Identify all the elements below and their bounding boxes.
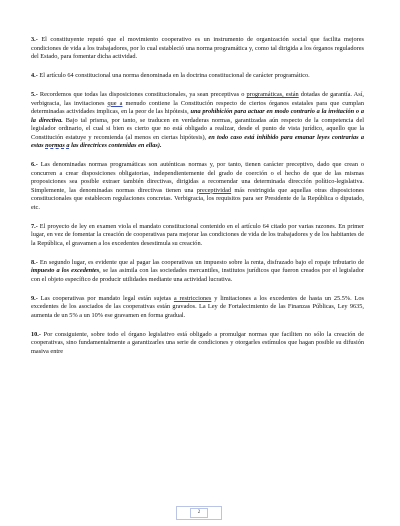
paragraph-number: 4.-	[31, 72, 38, 79]
paragraph-text: Recordemos que todas las disposiciones constitucionales, ya sean preceptivas o	[37, 91, 247, 98]
paragraph	[31, 161, 364, 212]
paragraph-text: a	[66, 142, 70, 149]
paragraph-text: El proyecto de ley en examen viola el mandato constitucional contenido en el artículo 64 citado por varias razones. En primer lugar, en vez de fomentar la creación de cooperativas para mejorar las condiciones de vida de los trabajadores y de los habitantes de la República, el gravamen a los excedentes desestimula su creación.	[31, 222, 364, 247]
paragraph-text: Por consiguiente, sobre todo el órgano legislativo está obligado a promulgar normas que faciliten no sólo la creación de cooperativas, sino fundamentalmente a garantizarles una serie de condiciones y otorgarles estímulos que hagan posible su difusión masiva entre	[31, 330, 364, 355]
paragraph-text: Las denominadas normas programáticas son auténticas normas y, por tanto, tienen carácter preceptivo, dado que crean o concurren a crear disposiciones obligatorias, independientemente del grado de coerción o el hecho de que de las mismas proposiciones sea posible extraer también directivas, dirigidas a recomendar una determinada dirección político-legislativa. Simplemente, las denominadas normas directivas tienen una	[31, 161, 364, 194]
paragraph	[31, 331, 364, 357]
paragraph	[31, 259, 364, 285]
paragraph-number: 9.-	[31, 294, 38, 302]
paragraph-text: a restricciones	[173, 294, 212, 302]
paragraph-number: 10.-	[31, 330, 41, 338]
paragraph-text: una prohibición para actuar en modo contrario a la invitación o a la directiva.	[31, 108, 364, 124]
paragraph-text: normas	[45, 142, 65, 149]
paragraph-number: 6.-	[31, 161, 38, 168]
paragraph-text: preceptividad	[196, 186, 232, 194]
document-body	[31, 36, 364, 356]
paragraph-text: en todo caso está inhibido para emanar leyes contrarias a estas	[31, 133, 364, 149]
page-number: 2	[190, 508, 208, 518]
paragraph-text: dotadas de garantía. Así, verbigracia, las invitaciones	[31, 91, 364, 107]
page-number-box	[176, 506, 222, 520]
paragraph	[31, 91, 364, 151]
paragraph-text: y limitaciones a los excedentes de hasta un 25.5%. Los excedentes de los asociados de las cooperativas están gravados. La Ley de Fortalecimiento de las Finanzas Públicas, Ley 9635, aumenta de un 5% a un 10% ese gravamen en forma gradual.	[31, 294, 364, 319]
paragraph	[31, 36, 364, 62]
paragraph-text: Las cooperativas por mandato legal están sujetas	[37, 294, 174, 302]
paragraph-text: El constituyente reputó que el movimiento cooperativo es un instrumento de organización social que facilita mejores condiciones de vida a los trabajadores, por lo cual estableció una norma programática y, como tal dirigida a los órganos reguladores del Estado, para fomentar dicha actividad.	[31, 36, 364, 60]
paragraph-text: impuesto a los excedentes	[31, 267, 100, 274]
paragraph-text: más restringida que aquellas otras disposiciones constitucionales que establecen regulaciones concretas. Verbigracia, los requisitos para ser Presidente de la República o diputado, etc.	[31, 186, 364, 211]
paragraph-text: que a	[107, 99, 123, 107]
paragraph-text: programáticas, están	[246, 91, 299, 98]
paragraph-text: En segundo lugar, es evidente que al pagar las cooperativas un impuesto sobre la renta, disfrazado bajo el ropaje tributario de	[37, 258, 364, 266]
paragraph	[31, 72, 364, 81]
paragraph	[31, 295, 364, 321]
paragraph-text: menudo contiene la Constitución respecto de ciertos órganos estatales para que cumplan determinadas actividades implicas, en la peor de las hipótesis,	[31, 99, 364, 115]
paragraph	[31, 223, 364, 249]
paragraph-number: 7.-	[31, 222, 38, 230]
paragraph-number: 3.-	[31, 36, 38, 43]
paragraph-text: las directrices contenidas en ellas).	[69, 142, 162, 149]
paragraph-number: 8.-	[31, 258, 38, 266]
paragraph-number: 5.-	[31, 91, 38, 98]
paragraph-text: Bajo tal prisma, por tanto, se traducen en verdaderas normas, garantizadas aún respecto de la competencia del legislador ordinario, el cual si bien es cierto que no está obligado a realizar, desde el punto de vista jurídico, aquello que la Constitución estatuye y recomienda (al menos en ciertas hipótesis),	[31, 116, 364, 141]
paragraph-text: El artículo 64 constitucional una norma denominada en la doctrina constitucional de carácter programático.	[37, 72, 310, 79]
paragraph-text: , se las asimila con las sociedades mercantiles, institutos jurídicos que fueron creados por el legislador con el objeto específico de producir utilidades mediante una actividad lucrativa.	[31, 267, 364, 283]
